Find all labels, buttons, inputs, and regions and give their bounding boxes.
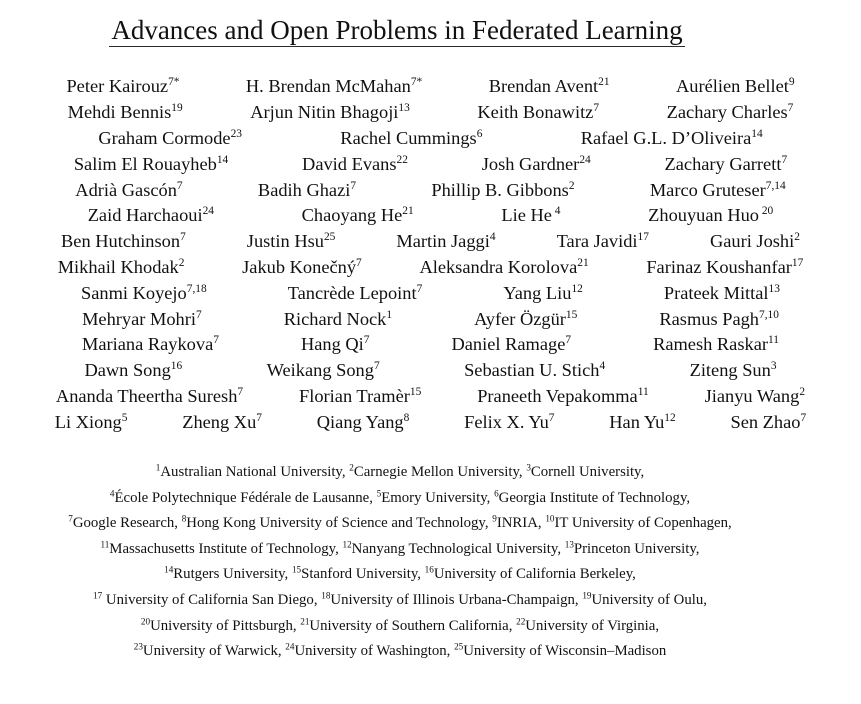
author-affiliation-marker: 4 — [551, 205, 561, 218]
affiliation-text: University of California San Diego, — [102, 591, 322, 608]
author — [301, 334, 370, 355]
affiliation-number: 16 — [424, 564, 434, 575]
author-row — [0, 358, 861, 384]
author-affiliation-marker: 23 — [230, 128, 242, 141]
author-name: Ayfer Özgür — [474, 308, 566, 329]
affiliation-text: Princeton University, — [573, 540, 700, 557]
author — [247, 231, 336, 252]
affiliation-number: 10 — [545, 513, 555, 524]
author-name: Rasmus Pagh — [659, 308, 759, 329]
author-row — [0, 332, 861, 358]
author-name: Aleksandra Korolova — [419, 256, 578, 277]
author-name: Dawn Song — [84, 360, 171, 381]
author-name: Prateek Mittal — [663, 282, 769, 303]
author-row — [0, 151, 861, 177]
affiliation-number: 18 — [321, 590, 331, 601]
author — [667, 102, 794, 123]
author-name: Peter Kairouz — [66, 76, 169, 97]
affiliation-number: 15 — [291, 564, 302, 575]
author — [482, 154, 591, 175]
author-name: Ziteng Sun — [689, 360, 771, 381]
author — [58, 257, 185, 278]
author-affiliation-marker: 21 — [402, 205, 414, 218]
affiliation-line — [0, 564, 800, 590]
author-affiliation-marker: 19 — [171, 102, 183, 115]
author-name: Badih Ghazi — [257, 179, 351, 200]
author — [66, 76, 179, 97]
author-affiliation-marker: 7 — [416, 282, 423, 295]
affiliation-line — [0, 641, 800, 667]
author — [676, 76, 795, 97]
author-affiliation-marker: 7,18 — [186, 282, 207, 295]
author-name: Jianyu Wang — [704, 385, 800, 406]
affiliation-line — [0, 488, 800, 514]
author-affiliation-marker: 13 — [398, 102, 410, 115]
author-affiliation-marker: 21 — [598, 76, 610, 89]
author — [581, 128, 763, 149]
author-affiliation-marker: 7 — [195, 308, 202, 321]
affiliation-text: Georgia Institute of Technology, — [498, 489, 691, 506]
author-name: Salim El Rouayheb — [73, 153, 217, 174]
author-affiliation-marker: 7 — [373, 360, 380, 373]
author — [664, 283, 780, 304]
author-name: Han Yu — [609, 411, 665, 432]
author — [501, 205, 560, 226]
author-affiliation-marker: 7* — [410, 76, 423, 89]
author-affiliation-marker: 25 — [323, 231, 336, 244]
affiliation-text: University of California Berkeley, — [433, 566, 636, 583]
author-name: Rachel Cummings — [340, 127, 477, 148]
author — [690, 360, 777, 381]
author-row — [0, 100, 861, 126]
affiliation-text: University of Oulu, — [591, 591, 707, 608]
author-row — [0, 126, 861, 152]
author — [242, 257, 362, 278]
author — [182, 412, 262, 433]
author — [56, 386, 243, 407]
author — [246, 76, 422, 97]
affiliation-text: University of Warwick, — [142, 643, 286, 660]
author-affiliation-marker: 11 — [637, 386, 649, 399]
affiliation-number: 7 — [68, 513, 73, 524]
author — [474, 309, 577, 330]
author-name: Hang Qi — [300, 334, 364, 355]
author — [340, 128, 482, 149]
author-name: Mehdi Bennis — [67, 102, 172, 123]
author-row — [0, 203, 861, 229]
author-name: Li Xiong — [54, 411, 122, 432]
author — [557, 231, 649, 252]
author-name: Daniel Ramage — [451, 334, 566, 355]
affiliation-text: Rutgers University, — [173, 566, 292, 583]
affiliation-number: 3 — [526, 462, 531, 473]
author-row — [0, 177, 861, 203]
author-affiliation-marker: 4 — [599, 360, 606, 373]
author-affiliation-marker: 13 — [768, 282, 780, 295]
author — [302, 205, 414, 226]
author-affiliation-marker: 7,14 — [765, 179, 786, 192]
paper-title — [0, 14, 794, 46]
affiliation-text: INRIA, — [496, 515, 546, 532]
author — [81, 283, 207, 304]
author — [705, 386, 805, 407]
author-name: Graham Cormode — [98, 127, 231, 148]
author — [250, 102, 410, 123]
author — [74, 154, 228, 175]
author-row — [0, 255, 861, 281]
affiliation-text: Hong Kong University of Science and Technology, — [186, 515, 493, 532]
author — [317, 412, 410, 433]
author-affiliation-marker: 5 — [121, 411, 128, 424]
affiliation-text: Massachusetts Institute of Technology, — [109, 540, 343, 557]
author-affiliation-marker: 2 — [799, 386, 806, 399]
author-name: Adrià Gascón — [75, 179, 177, 200]
author-affiliation-marker: 14 — [216, 153, 229, 166]
author-name: Justin Hsu — [246, 231, 324, 252]
author-affiliation-marker: 17 — [791, 257, 804, 270]
author — [288, 283, 423, 304]
affiliation-number: 4 — [109, 488, 115, 499]
author-name: Ananda Theertha Suresh — [55, 385, 238, 406]
author — [82, 334, 219, 355]
author-affiliation-marker: 2 — [568, 179, 575, 192]
author — [650, 180, 786, 201]
author-affiliation-marker: 1 — [386, 308, 393, 321]
author-affiliation-marker: 20 — [759, 205, 774, 218]
author-name: Phillip B. Gibbons — [431, 179, 569, 200]
author-name: Praneeth Vepakomma — [477, 385, 638, 406]
author-name: Martin Jaggi — [396, 231, 490, 252]
author-affiliation-marker: 3 — [770, 360, 777, 373]
author — [68, 102, 183, 123]
author — [710, 231, 800, 252]
author — [464, 412, 554, 433]
author-name: Mehryar Mohri — [82, 308, 196, 329]
author — [648, 205, 773, 226]
affiliation-number: 23 — [133, 641, 143, 652]
paper-title-text: Advances and Open Problems in Federated Learning — [111, 15, 683, 45]
author-affiliation-marker: 7 — [350, 179, 357, 192]
author-affiliation-marker: 7 — [781, 153, 788, 166]
affiliation-number: 9 — [492, 513, 497, 524]
author-affiliation-marker: 7 — [237, 386, 244, 399]
author-affiliation-marker: 7 — [548, 411, 555, 424]
author-affiliation-marker: 7* — [168, 76, 180, 89]
author-name: Richard Nock — [283, 308, 387, 329]
author-row — [0, 229, 861, 255]
affiliation-text: University of Wisconsin–Madison — [463, 643, 667, 660]
author — [299, 386, 421, 407]
author-name: Jakub Konečný — [242, 256, 357, 277]
affiliation-number: 2 — [349, 462, 354, 473]
author-name: Rafael G.L. D’Oliveira — [580, 127, 752, 148]
author-affiliation-marker: 7 — [176, 179, 183, 192]
affiliation-number: 12 — [342, 539, 352, 550]
author-name: Zachary Garrett — [664, 153, 782, 174]
author-affiliation-marker: 15 — [409, 386, 422, 399]
author-name: Florian Tramèr — [299, 385, 410, 406]
affiliation-line — [0, 539, 800, 565]
author — [609, 412, 675, 433]
author-affiliation-marker: 4 — [489, 231, 496, 244]
author-affiliation-marker: 11 — [767, 334, 779, 347]
author-name: Keith Bonawitz — [477, 102, 594, 123]
author-affiliation-marker: 9 — [788, 76, 795, 89]
affiliation-text: Australian National University, — [160, 464, 350, 480]
author — [75, 180, 182, 201]
affiliation-line — [0, 616, 800, 642]
author-affiliation-marker: 24 — [579, 153, 591, 166]
affiliation-number: 6 — [494, 488, 499, 499]
affiliation-text: University of Washington, — [294, 643, 455, 660]
author — [302, 154, 408, 175]
affiliation-text: Cornell University, — [530, 464, 645, 480]
author — [419, 257, 588, 278]
author-name: Farinaz Koushanfar — [646, 256, 792, 277]
author-affiliation-marker: 12 — [664, 411, 676, 424]
author-name: Zhouyuan Huo — [648, 205, 759, 226]
author-name: Zaid Harchaoui — [87, 205, 203, 226]
affiliation-line — [0, 462, 800, 488]
author — [489, 76, 610, 97]
affiliation-text: University of Southern California, — [309, 617, 517, 634]
author-list — [0, 74, 861, 435]
author-affiliation-marker: 12 — [571, 282, 583, 295]
author-name: Zheng Xu — [182, 411, 257, 432]
author — [653, 334, 779, 355]
author — [730, 412, 806, 433]
author — [284, 309, 392, 330]
author-name: Aurélien Bellet — [675, 76, 789, 97]
author — [665, 154, 788, 175]
author-affiliation-marker: 2 — [178, 257, 185, 270]
affiliation-number: 21 — [300, 616, 310, 627]
author-name: David Evans — [302, 153, 397, 174]
affiliation-text: University of Pittsburgh, — [150, 617, 301, 634]
affiliation-list — [0, 462, 800, 667]
author — [646, 257, 803, 278]
author — [258, 180, 356, 201]
author-name: Marco Gruteser — [649, 179, 766, 200]
author-name: Sen Zhao — [730, 411, 801, 432]
author-name: Lie He — [501, 205, 552, 226]
author-name: Tancrède Lepoint — [287, 282, 417, 303]
author-name: Mariana Raykova — [82, 334, 214, 355]
author-row — [0, 384, 861, 410]
author-row — [0, 74, 861, 100]
author-name: Ramesh Raskar — [653, 334, 768, 355]
author — [88, 205, 214, 226]
author — [503, 283, 583, 304]
author-affiliation-marker: 8 — [403, 411, 410, 424]
author-name: Ben Hutchinson — [61, 231, 181, 252]
author-affiliation-marker: 2 — [794, 231, 800, 244]
author-affiliation-marker: 16 — [170, 360, 183, 373]
author-name: Josh Gardner — [481, 153, 580, 174]
author-affiliation-marker: 7 — [180, 231, 186, 244]
affiliation-text: University of Virginia, — [525, 617, 660, 634]
author-affiliation-marker: 7 — [256, 411, 262, 424]
affiliation-number: 8 — [181, 513, 187, 524]
author-affiliation-marker: 15 — [565, 308, 578, 321]
affiliation-text: Carnegie Mellon University, — [353, 464, 527, 480]
author-name: Qiang Yang — [316, 411, 404, 432]
affiliation-number: 19 — [582, 590, 592, 601]
affiliation-number: 13 — [564, 539, 574, 550]
affiliation-text: École Polytechnique Fédérale de Lausanne, — [114, 489, 377, 506]
author-name: H. Brendan McMahan — [245, 76, 411, 97]
author — [659, 309, 779, 330]
affiliation-text: Nanyang Technological University, — [351, 540, 565, 557]
author-name: Yang Liu — [503, 282, 572, 303]
affiliation-text: Google Research, — [72, 515, 182, 532]
author-row — [0, 409, 861, 435]
author — [98, 128, 242, 149]
affiliation-number: 25 — [454, 641, 464, 652]
affiliation-number: 20 — [140, 616, 151, 627]
author-affiliation-marker: 7 — [213, 334, 219, 347]
author-name: Mikhail Khodak — [57, 256, 179, 277]
author — [267, 360, 380, 381]
author-affiliation-marker: 21 — [577, 257, 589, 270]
author-name: Felix X. Yu — [464, 411, 549, 432]
author-name: Tara Javidi — [556, 231, 638, 252]
author-name: Sanmi Koyejo — [81, 282, 187, 303]
author-affiliation-marker: 22 — [396, 153, 408, 166]
author-affiliation-marker: 7 — [356, 257, 362, 270]
affiliation-number: 1 — [155, 462, 161, 473]
author — [61, 231, 186, 252]
author — [477, 386, 649, 407]
author-name: Arjun Nitin Bhagoji — [250, 102, 399, 123]
author-affiliation-marker: 6 — [476, 128, 483, 141]
affiliation-number: 24 — [285, 641, 295, 652]
author — [464, 360, 605, 381]
affiliation-number: 5 — [376, 488, 382, 499]
affiliation-number: 11 — [100, 539, 110, 550]
affiliation-line — [0, 513, 800, 539]
affiliation-text: Stanford University, — [301, 566, 425, 583]
author-affiliation-marker: 7 — [363, 334, 370, 347]
author — [82, 309, 202, 330]
affiliation-line — [0, 590, 800, 616]
author-name: Brendan Avent — [488, 76, 599, 97]
affiliation-text: Emory University, — [381, 489, 495, 506]
affiliation-text: IT University of Copenhagen, — [554, 515, 732, 532]
author-name: Gauri Joshi — [709, 231, 795, 252]
author-row — [0, 280, 861, 306]
author-affiliation-marker: 17 — [637, 231, 649, 244]
affiliation-number: 22 — [516, 616, 526, 627]
affiliation-number: 14 — [164, 564, 174, 575]
author-affiliation-marker: 24 — [202, 205, 214, 218]
affiliation-text: University of Illinois Urbana-Champaign, — [330, 591, 583, 608]
author — [477, 102, 599, 123]
author-name: Chaoyang He — [301, 205, 403, 226]
author-affiliation-marker: 14 — [751, 128, 763, 141]
author-affiliation-marker: 7 — [800, 411, 807, 424]
author-row — [0, 306, 861, 332]
affiliation-number: 17 — [93, 590, 103, 601]
author-name: Zachary Charles — [666, 102, 788, 123]
author — [55, 412, 128, 433]
author-affiliation-marker: 7 — [565, 334, 572, 347]
author — [431, 180, 574, 201]
author-affiliation-marker: 7 — [593, 102, 600, 115]
author-name: Sebastian U. Stich — [464, 360, 600, 381]
author — [451, 334, 571, 355]
author — [396, 231, 495, 252]
author — [84, 360, 182, 381]
author-affiliation-marker: 7 — [787, 102, 794, 115]
author-affiliation-marker: 7,10 — [759, 308, 779, 321]
author-name: Weikang Song — [266, 360, 374, 381]
